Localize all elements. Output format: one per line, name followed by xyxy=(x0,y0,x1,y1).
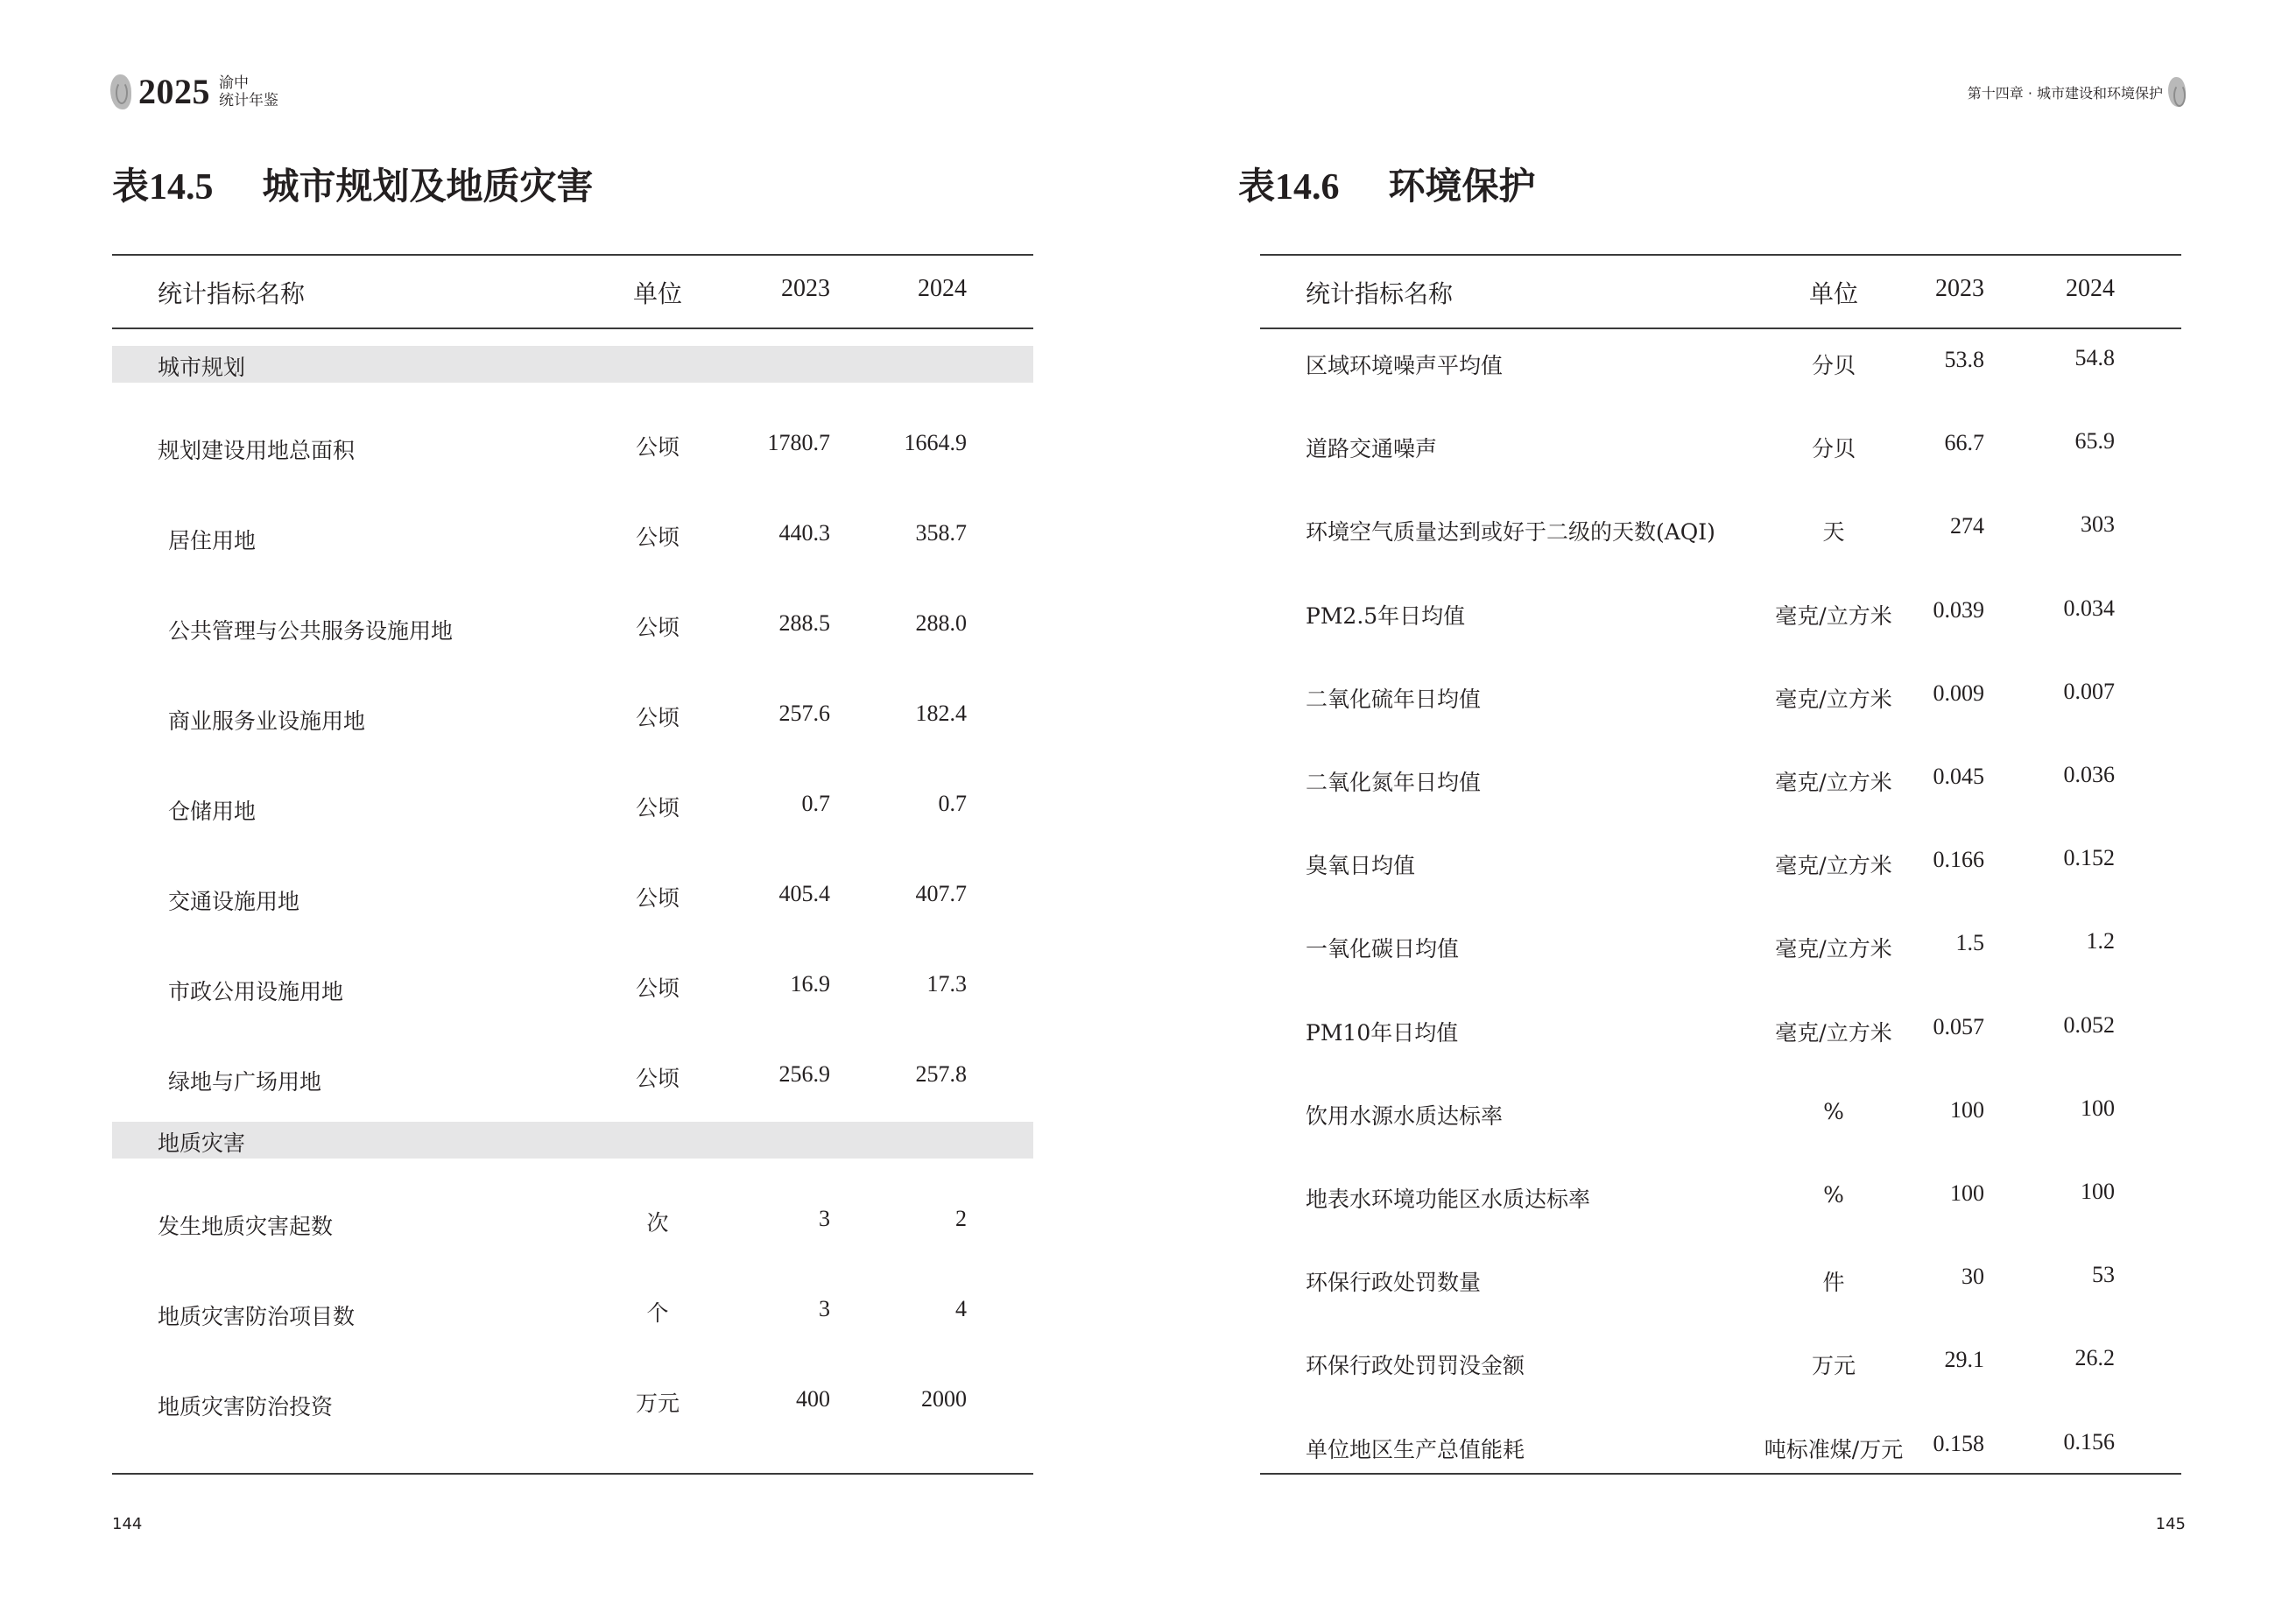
table-number: 表14.6 xyxy=(1238,167,1340,208)
indicator-name: 环境空气质量达到或好于二级的天数(AQI) xyxy=(1306,519,1715,545)
value-2024: 303 xyxy=(2081,511,2115,537)
section-label: 城市规划 xyxy=(158,355,246,380)
table-row xyxy=(1260,1429,2181,1464)
indicator-name: 道路交通噪声 xyxy=(1306,436,1438,461)
table-header-row xyxy=(1260,254,2181,328)
value-2024: 0.152 xyxy=(2063,845,2115,870)
table-bottom-rule xyxy=(1260,1473,2181,1475)
value-2023: 0.057 xyxy=(1933,1014,1984,1039)
value-2024: 26.2 xyxy=(2074,1345,2115,1370)
value-2023: 400 xyxy=(796,1386,830,1412)
unit: 万元 xyxy=(635,1391,680,1416)
value-2024: 0.034 xyxy=(2063,595,2115,621)
value-2023: 0.039 xyxy=(1933,597,1984,623)
yearbook-logo xyxy=(110,70,278,114)
indicator-name: 环保行政处罚罚没金额 xyxy=(1306,1353,1525,1378)
unit: 公顷 xyxy=(635,795,680,821)
table-row xyxy=(112,1061,1033,1096)
section-header xyxy=(112,1122,1033,1159)
value-2023: 29.1 xyxy=(1944,1347,1984,1372)
value-2024: 2000 xyxy=(921,1386,967,1412)
value-2023: 0.7 xyxy=(801,791,830,816)
header-2023: 2023 xyxy=(1935,275,1984,302)
unit: 分贝 xyxy=(1811,436,1856,461)
unit: 个 xyxy=(646,1300,669,1326)
unit: 次 xyxy=(646,1210,669,1236)
indicator-name: 居住用地 xyxy=(168,528,257,553)
value-2024: 1664.9 xyxy=(904,430,967,455)
table-header-row xyxy=(112,254,1033,328)
section-header xyxy=(112,346,1033,383)
value-2023: 256.9 xyxy=(778,1061,830,1087)
table-row xyxy=(1260,595,2181,630)
header-unit: 单位 xyxy=(632,279,682,308)
value-2024: 100 xyxy=(2081,1179,2115,1204)
unit: 公顷 xyxy=(635,705,680,730)
header-2024: 2024 xyxy=(918,275,967,302)
value-2023: 257.6 xyxy=(778,701,830,726)
yearbook-name-line2: 统计年鉴 xyxy=(219,92,278,109)
value-2024: 1.2 xyxy=(2086,928,2115,954)
unit: 件 xyxy=(1822,1270,1845,1295)
indicator-name: 绿地与广场用地 xyxy=(168,1069,322,1095)
header-name: 统计指标名称 xyxy=(1306,279,1454,308)
table-row xyxy=(112,1206,1033,1241)
header-2024: 2024 xyxy=(2066,275,2115,302)
value-2023: 0.009 xyxy=(1933,680,1984,706)
value-2023: 30 xyxy=(1961,1264,1984,1289)
indicator-name: 地质灾害防治投资 xyxy=(158,1394,334,1419)
table-title xyxy=(112,158,594,210)
indicator-name: 臭氧日均值 xyxy=(1306,853,1416,878)
table-row xyxy=(1260,428,2181,463)
unit: 公顷 xyxy=(635,615,680,640)
indicator-name: 仓储用地 xyxy=(168,799,257,824)
table-row xyxy=(1260,762,2181,797)
value-2023: 1780.7 xyxy=(767,430,830,455)
value-2023: 53.8 xyxy=(1944,347,1984,372)
indicator-name: 发生地质灾害起数 xyxy=(158,1214,334,1239)
indicator-name: PM2.5年日均值 xyxy=(1306,603,1466,629)
table-header-rule xyxy=(1260,328,2181,329)
table-number: 表14.5 xyxy=(112,167,214,208)
value-2024: 182.4 xyxy=(915,701,967,726)
value-2023: 440.3 xyxy=(778,520,830,546)
table-row xyxy=(1260,928,2181,963)
indicator-name: 一氧化碳日均值 xyxy=(1306,936,1460,961)
table-row xyxy=(112,610,1033,645)
header-2023: 2023 xyxy=(781,275,830,302)
value-2024: 288.0 xyxy=(915,610,967,636)
value-2024: 100 xyxy=(2081,1095,2115,1121)
value-2024: 358.7 xyxy=(915,520,967,546)
indicator-name: 规划建设用地总面积 xyxy=(158,438,356,463)
table-row xyxy=(1260,511,2181,546)
table-header-rule xyxy=(112,328,1033,329)
unit: 毫克/立方米 xyxy=(1775,603,1892,629)
value-2024: 2 xyxy=(955,1206,967,1231)
value-2023: 3 xyxy=(819,1296,830,1321)
unit: 毫克/立方米 xyxy=(1775,936,1892,961)
table-row xyxy=(112,430,1033,465)
indicator-name: 交通设施用地 xyxy=(168,889,300,914)
indicator-name: 市政公用设施用地 xyxy=(168,979,344,1004)
indicator-name: 二氧化氮年日均值 xyxy=(1306,770,1482,795)
value-2023: 66.7 xyxy=(1944,430,1984,455)
unit: 毫克/立方米 xyxy=(1775,1020,1892,1046)
table-row xyxy=(112,520,1033,555)
value-2023: 0.158 xyxy=(1933,1431,1984,1456)
value-2024: 53 xyxy=(2092,1262,2115,1287)
indicator-name: 地表水环境功能区水质达标率 xyxy=(1306,1187,1591,1212)
table-row xyxy=(1260,345,2181,380)
unit: 毫克/立方米 xyxy=(1775,770,1892,795)
indicator-name: 地质灾害防治项目数 xyxy=(158,1304,356,1329)
unit: 分贝 xyxy=(1811,353,1856,378)
header-name: 统计指标名称 xyxy=(158,279,306,308)
value-2024: 0.036 xyxy=(2063,762,2115,787)
value-2024: 257.8 xyxy=(915,1061,967,1087)
value-2024: 17.3 xyxy=(926,971,967,997)
value-2024: 65.9 xyxy=(2074,428,2115,454)
indicator-name: 饮用水源水质达标率 xyxy=(1306,1103,1504,1129)
unit: 毫克/立方米 xyxy=(1775,853,1892,878)
value-2023: 0.166 xyxy=(1933,847,1984,872)
unit: 公顷 xyxy=(635,434,680,460)
value-2023: 100 xyxy=(1950,1180,1984,1206)
header-unit: 单位 xyxy=(1808,279,1858,308)
value-2024: 0.156 xyxy=(2063,1429,2115,1455)
value-2024: 407.7 xyxy=(915,881,967,906)
table-name: 环境保护 xyxy=(1388,165,1536,208)
table-row xyxy=(1260,845,2181,880)
unit: 公顷 xyxy=(635,885,680,911)
indicator-name: 区域环境噪声平均值 xyxy=(1306,353,1504,378)
unit: 公顷 xyxy=(635,525,680,550)
indicator-name: 商业服务业设施用地 xyxy=(168,708,366,734)
unit: 吨标准煤/万元 xyxy=(1764,1437,1904,1462)
yearbook-name xyxy=(219,74,278,109)
unit: 毫克/立方米 xyxy=(1775,687,1892,712)
table-row xyxy=(112,701,1033,736)
value-2023: 274 xyxy=(1950,513,1984,539)
table-row xyxy=(1260,679,2181,714)
indicator-name: 公共管理与公共服务设施用地 xyxy=(168,618,454,644)
table-row xyxy=(112,1296,1033,1331)
table-row xyxy=(1260,1345,2181,1380)
table-row xyxy=(1260,1012,2181,1047)
table-row xyxy=(112,971,1033,1006)
table-row xyxy=(1260,1262,2181,1297)
indicator-name: 二氧化硫年日均值 xyxy=(1306,687,1482,712)
page-number: 145 xyxy=(2155,1515,2186,1533)
value-2024: 0.052 xyxy=(2063,1012,2115,1038)
table-title xyxy=(1238,158,1536,210)
value-2024: 0.7 xyxy=(938,791,967,816)
table-row xyxy=(112,1386,1033,1421)
right-page xyxy=(1148,0,2296,1613)
indicator-name: PM10年日均值 xyxy=(1306,1020,1459,1046)
indicator-name: 环保行政处罚数量 xyxy=(1306,1270,1482,1295)
value-2023: 1.5 xyxy=(1955,930,1984,955)
table-row xyxy=(112,881,1033,916)
value-2023: 16.9 xyxy=(790,971,830,997)
section-label: 地质灾害 xyxy=(158,1131,246,1156)
unit: % xyxy=(1823,1182,1844,1208)
value-2023: 405.4 xyxy=(778,881,830,906)
yearbook-name-line1: 渝中 xyxy=(219,74,249,92)
indicator-name: 单位地区生产总值能耗 xyxy=(1306,1437,1525,1462)
table-row xyxy=(1260,1179,2181,1214)
yearbook-year: 2025 xyxy=(138,72,210,111)
unit: 天 xyxy=(1822,519,1845,545)
value-2024: 0.007 xyxy=(2063,679,2115,704)
page-number: 144 xyxy=(112,1515,143,1533)
city-emblem-icon xyxy=(110,74,131,109)
chapter-title: 第十四章 · 城市建设和环境保护 xyxy=(1967,84,2163,102)
table-bottom-rule xyxy=(112,1473,1033,1475)
value-2023: 100 xyxy=(1950,1097,1984,1123)
unit: 公顷 xyxy=(635,1066,680,1091)
city-emblem-icon xyxy=(2168,77,2186,107)
table-row xyxy=(1260,1095,2181,1131)
value-2023: 0.045 xyxy=(1933,764,1984,789)
unit: 万元 xyxy=(1811,1353,1856,1378)
table-name: 城市规划及地质灾害 xyxy=(262,165,594,208)
value-2024: 54.8 xyxy=(2074,345,2115,370)
value-2023: 288.5 xyxy=(778,610,830,636)
value-2023: 3 xyxy=(819,1206,830,1231)
value-2024: 4 xyxy=(955,1296,967,1321)
unit: % xyxy=(1823,1099,1844,1124)
table-row xyxy=(112,791,1033,826)
unit: 公顷 xyxy=(635,976,680,1001)
chapter-running-head xyxy=(1968,77,2186,107)
